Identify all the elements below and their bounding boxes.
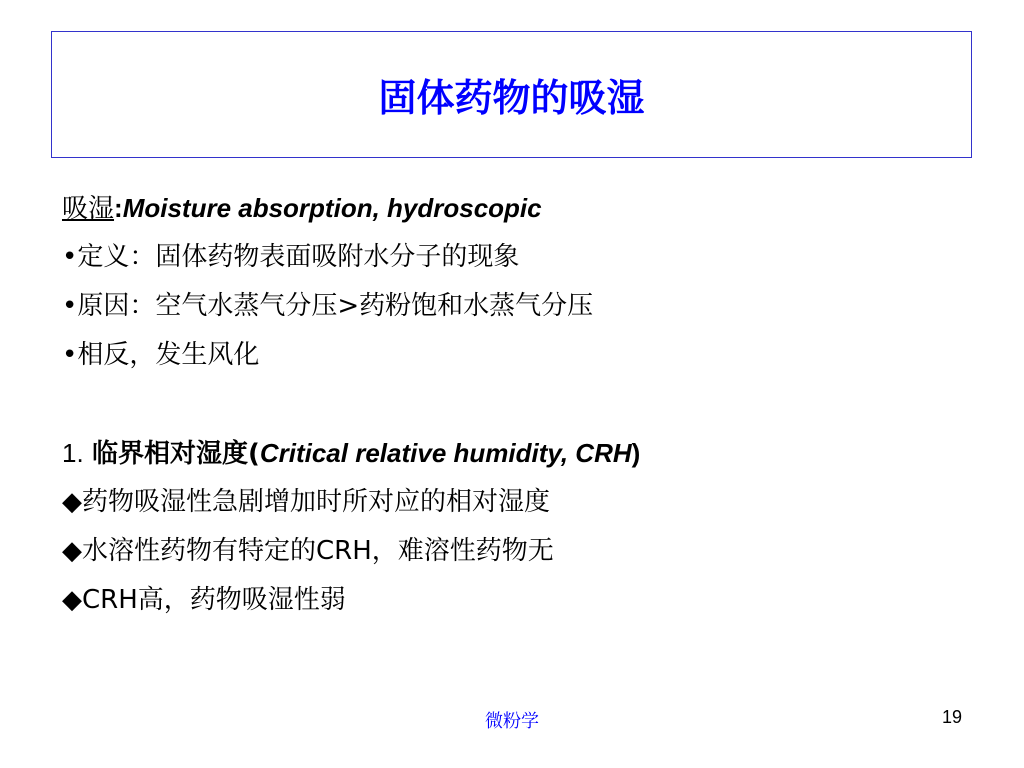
diamond-point — [62, 478, 962, 527]
title-box — [51, 31, 972, 158]
section-title-cn: 临界相对湿度( — [91, 439, 260, 469]
bullet-marker: • — [62, 291, 78, 321]
page-number: 19 — [941, 707, 962, 727]
diamond-icon: ◆ — [62, 536, 82, 566]
point-text: CRH高，药物吸湿性弱 — [82, 585, 346, 615]
slide-title: 固体药物的吸湿 — [378, 76, 645, 120]
point-text: 水溶性药物有特定的CRH，难溶性药物无 — [82, 536, 554, 566]
section-heading — [62, 429, 962, 478]
heading-colon: : — [114, 193, 123, 223]
section-title-en: Critical relative humidity, CRH — [259, 438, 632, 468]
heading-english: Moisture absorption, hydroscopic — [122, 193, 542, 223]
bullet-text: 相反，发生风化 — [77, 340, 260, 370]
bullet-text: 原因：空气水蒸气分压>药粉饱和水蒸气分压 — [77, 291, 594, 321]
bullet-marker: • — [62, 340, 78, 370]
slide-body — [62, 184, 962, 625]
bullet-item — [62, 331, 962, 380]
spacer — [62, 380, 962, 429]
footer-label: 微粉学 — [485, 711, 539, 732]
bullet-item — [62, 282, 962, 331]
diamond-point — [62, 576, 962, 625]
point-text: 药物吸湿性急剧增加时所对应的相对湿度 — [82, 487, 551, 517]
section-number: 1. — [62, 438, 84, 468]
bullet-text: 定义：固体药物表面吸附水分子的现象 — [77, 242, 520, 272]
bullet-item — [62, 233, 962, 282]
diamond-icon: ◆ — [62, 585, 82, 615]
diamond-icon: ◆ — [62, 487, 82, 517]
diamond-point — [62, 527, 962, 576]
bullet-marker: • — [62, 242, 78, 272]
heading-label: 吸湿 — [62, 194, 115, 224]
section-close-paren: ) — [631, 438, 641, 468]
heading-line — [62, 184, 962, 233]
